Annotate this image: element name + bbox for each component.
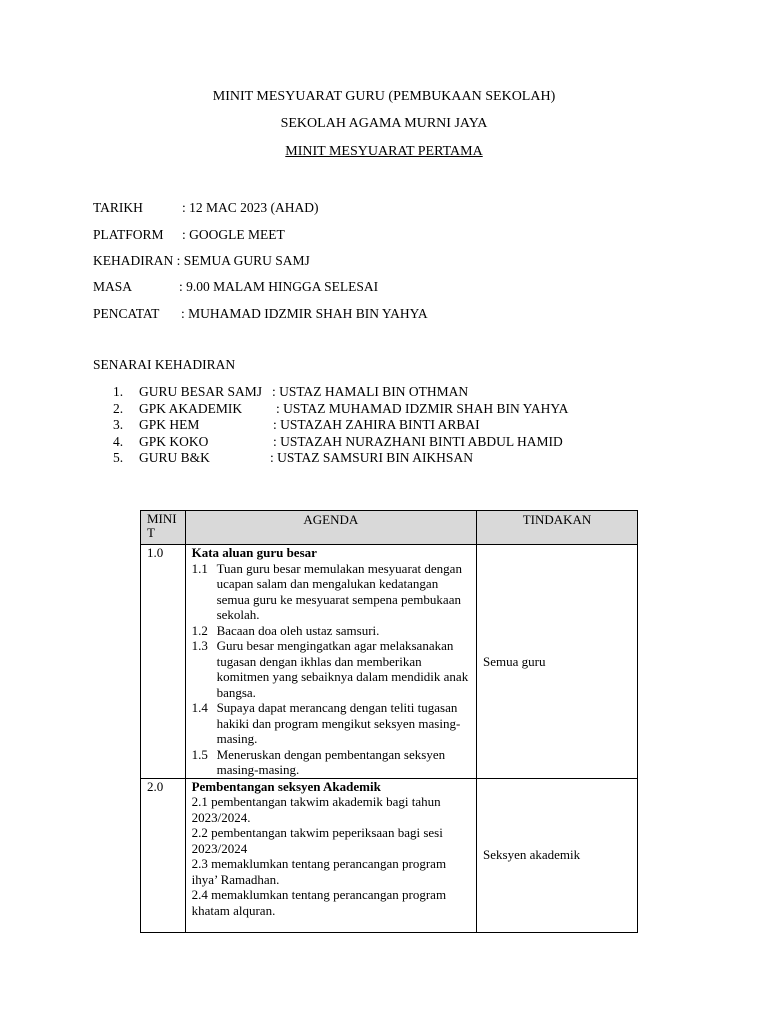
row-minit: 1.0 (141, 545, 186, 779)
item-number: 1. (113, 384, 124, 399)
item-role: GPK HEM (139, 417, 200, 432)
item-number: 2. (113, 400, 124, 416)
pencatat-label: PENCATAT (93, 306, 160, 321)
row-tindakan: Seksyen akademik (477, 778, 638, 932)
agenda-heading: Pembentangan seksyen Akademik (191, 778, 381, 794)
row-agenda (185, 778, 476, 932)
header-minit: MINI T (141, 511, 186, 545)
subitem-text: Supaya dapat merancang dengan teliti tugasan hakiki dan program mengikut seksyen masing-masing. (216, 700, 461, 746)
row-agenda (185, 545, 476, 779)
document-title: MINIT MESYUARAT GURU (PEMBUKAAN SEKOLAH) (212, 89, 556, 104)
kehadiran-value: : SEMUA GURU SAMJ (176, 253, 310, 268)
tarikh-label: TARIKH (93, 200, 143, 215)
info-masa (93, 279, 379, 295)
agenda-subitem: 2.4 memaklumkan tentang perancangan program khatam alquran. (191, 887, 447, 918)
school-name: SEKOLAH AGAMA MURNI JAYA (280, 116, 488, 131)
item-name: : USTAZAH ZAHIRA BINTI ARBAI (273, 417, 480, 432)
agenda-heading: Kata aluan guru besar (191, 545, 317, 560)
table-row (141, 778, 638, 932)
minutes-table (140, 510, 638, 933)
agenda-subitem: 2.3 memaklumkan tentang perancangan program ihya’ Ramadhan. (191, 856, 447, 887)
info-pencatat (93, 306, 428, 322)
info-kehadiran (93, 253, 310, 269)
platform-label: PLATFORM (93, 227, 164, 242)
table-header-row (141, 511, 638, 545)
subitem-text: Guru besar mengingatkan agar melaksanakan tugasan dengan ikhlas dan memberikan komitmen yang sebaiknya dalam mendidik anak bangsa. (216, 638, 469, 700)
info-tarikh (93, 200, 319, 216)
meeting-subtitle: MINIT MESYUARAT PERTAMA (285, 144, 483, 159)
subitem-number: 1.3 (191, 638, 208, 653)
item-name: : USTAZAH NURAZHANI BINTI ABDUL HAMID (273, 433, 563, 449)
attendance-heading: SENARAI KEHADIRAN (93, 357, 236, 372)
masa-label: MASA (93, 279, 133, 294)
header-tindakan: TINDAKAN (477, 511, 638, 545)
kehadiran-label: KEHADIRAN (93, 253, 174, 268)
item-name: : USTAZ HAMALI BIN OTHMAN (272, 384, 469, 399)
agenda-subitem (192, 700, 470, 747)
item-name: : USTAZ SAMSURI BIN AIKHSAN (270, 450, 473, 465)
item-role: GURU BESAR SAMJ (139, 384, 263, 399)
subitem-number: 1.4 (191, 700, 208, 715)
subitem-number: 1.5 (191, 746, 208, 762)
subitem-number: 1.1 (191, 560, 208, 576)
info-platform (93, 227, 285, 243)
agenda-subitem: 2.2 pembentangan takwim peperiksaan bagi sesi 2023/2024 (191, 825, 443, 856)
agenda-subitem (192, 561, 470, 623)
agenda-subitem (192, 638, 470, 700)
agenda-subitem: 2.1 pembentangan takwim akademik bagi tahun 2023/2024. (191, 794, 441, 825)
item-number: 4. (113, 433, 124, 449)
agenda-subitem (192, 623, 470, 639)
header-agenda: AGENDA (185, 511, 476, 545)
subitem-text: Tuan guru besar memulakan mesyuarat dengan ucapan salam dan mengalukan kedatangan semua guru ke mesyuarat sempena pembukaan sekolah. (216, 560, 462, 622)
item-name: : USTAZ MUHAMAD IDZMIR SHAH BIN YAHYA (276, 400, 569, 416)
item-number: 5. (113, 450, 124, 465)
masa-value: : 9.00 MALAM HINGGA SELESAI (179, 279, 379, 294)
pencatat-value: : MUHAMAD IDZMIR SHAH BIN YAHYA (181, 306, 428, 321)
table-row (141, 545, 638, 779)
row-minit: 2.0 (141, 778, 186, 932)
subitem-text: Bacaan doa oleh ustaz samsuri. (216, 622, 380, 638)
item-role: GPK AKADEMIK (139, 400, 243, 416)
item-number: 3. (113, 417, 124, 432)
subitem-text: Meneruskan dengan pembentangan seksyen masing-masing. (216, 746, 446, 777)
agenda-subitem (192, 747, 470, 778)
row-tindakan: Semua guru (477, 545, 638, 779)
tarikh-value: : 12 MAC 2023 (AHAD) (182, 200, 319, 215)
item-role: GPK KOKO (139, 433, 209, 449)
subitem-number: 1.2 (191, 622, 208, 638)
platform-value: : GOOGLE MEET (182, 227, 285, 242)
item-role: GURU B&K (139, 450, 210, 465)
